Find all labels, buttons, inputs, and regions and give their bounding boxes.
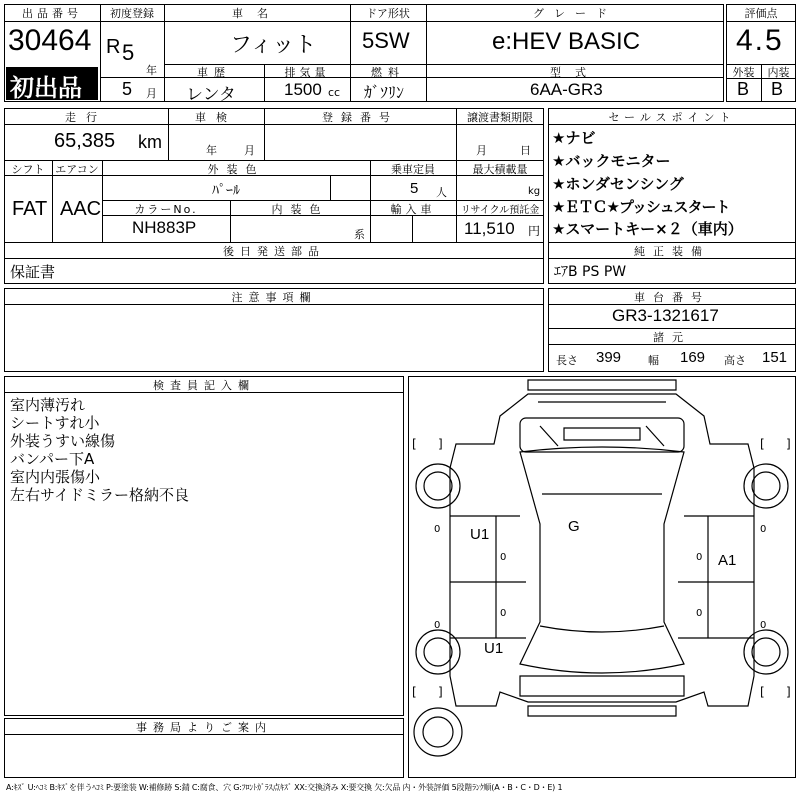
- height-label: 高さ: [724, 354, 746, 367]
- later-parts-value: 保証書: [10, 263, 56, 281]
- svg-text:[: [: [412, 437, 417, 451]
- shift-label: シフト: [11, 163, 45, 176]
- sales-item: ★ナビ: [552, 129, 596, 147]
- svg-text:[: [: [760, 685, 765, 699]
- lot-no: 30464: [8, 24, 92, 57]
- damage-mark: A1: [718, 552, 737, 569]
- model: 6AA-GR3: [530, 80, 603, 99]
- ac-label: エアコン: [55, 163, 99, 176]
- score: 4.5: [736, 24, 784, 57]
- inspector-line: 室内内張傷小: [10, 468, 101, 486]
- sales-label: セールスポイント: [608, 111, 736, 124]
- inspection-year-unit: 年: [206, 144, 217, 157]
- inspector-line: シートすれ小: [10, 414, 100, 432]
- fuel: ｶﾞｿﾘﾝ: [364, 83, 405, 102]
- color: ﾊﾟｰﾙ: [212, 183, 240, 199]
- import-label: 輸入車: [390, 203, 436, 216]
- car-name: フィット: [230, 33, 317, 58]
- color-no: NH883P: [132, 218, 197, 237]
- interior-grade: B: [771, 79, 784, 99]
- inspector-line: 室内薄汚れ: [10, 396, 86, 414]
- transfer-day: 日: [520, 144, 531, 157]
- first-reg-label: 初度登録: [110, 7, 154, 20]
- displacement-label: 排気量: [284, 66, 330, 79]
- car-name-label: 車名: [232, 7, 282, 20]
- svg-text:]: ]: [438, 437, 443, 451]
- displacement: 1500: [284, 80, 322, 99]
- width-label: 幅: [648, 354, 659, 367]
- interior-label: 内装: [767, 66, 790, 79]
- interior-color-label: 内装色: [271, 203, 329, 216]
- year-unit: 年: [146, 64, 157, 77]
- capacity: 5: [410, 180, 419, 197]
- sales-item: ★ＥＴＣ★プッシュスタート: [552, 198, 730, 216]
- model-label: 型式: [550, 66, 600, 79]
- sales-item: ★スマートキー×２（車内）: [552, 220, 743, 238]
- score-label: 評価点: [744, 7, 778, 20]
- transfer-label: 譲渡書類期限: [467, 111, 533, 124]
- damage-mark: U1: [484, 640, 504, 657]
- year-num: 5: [122, 40, 135, 65]
- genuine-label: 純正装備: [634, 245, 710, 258]
- svg-text:]: ]: [786, 437, 791, 451]
- panel-zero: 0: [434, 524, 441, 535]
- panel-zero: 0: [760, 524, 767, 535]
- panel-zero: 0: [760, 620, 767, 631]
- lot-no-label: 出品番号: [22, 7, 82, 20]
- notes-label: 注意事項欄: [231, 291, 317, 304]
- kg-unit: kg: [528, 186, 541, 197]
- sales-item: ★ホンダセンシング: [552, 175, 684, 193]
- load-label: 最大積載量: [472, 163, 528, 176]
- grade-label: グレード: [533, 7, 617, 20]
- recycle-label: リサイクル預託金: [460, 205, 540, 216]
- color-label: 外装色: [207, 163, 265, 176]
- panel-zero: 0: [500, 552, 507, 563]
- first-listing: 初出品: [10, 74, 82, 102]
- grade: e:HEV BASIC: [492, 28, 641, 55]
- inspector-line: 外装うすい線傷: [10, 432, 116, 450]
- inspector-line: 左右サイドミラー格納不良: [10, 486, 189, 504]
- shift: FAT: [12, 198, 48, 220]
- office-label: 事務局よりご案内: [136, 721, 272, 734]
- exterior-label: 外装: [732, 66, 755, 79]
- capacity-label: 乗車定員: [391, 163, 435, 176]
- length-label: 長さ: [556, 354, 578, 367]
- transfer-month: 月: [476, 144, 487, 157]
- sales-item: ★バックモニター: [552, 152, 671, 170]
- inspection-month-unit: 月: [244, 144, 255, 157]
- svg-text:[: [: [412, 685, 417, 699]
- mileage: 65,385: [54, 130, 116, 152]
- history-label: 車歴: [197, 66, 231, 79]
- width: 169: [680, 349, 706, 366]
- chassis-value: GR3-1321617: [612, 306, 719, 325]
- svg-text:]: ]: [786, 685, 791, 699]
- svg-text:]: ]: [438, 685, 443, 699]
- chassis-label: 車台番号: [634, 291, 710, 304]
- history: レンタ: [186, 85, 236, 105]
- fuel-label: 燃料: [371, 66, 405, 79]
- reg-no-label: 登録番号: [322, 111, 398, 124]
- ac: AAC: [60, 198, 102, 220]
- panel-zero: 0: [696, 608, 703, 619]
- length: 399: [596, 349, 622, 366]
- yen-unit: 円: [528, 224, 541, 238]
- color-no-label: カラーNo.: [134, 203, 198, 216]
- month-unit: 月: [146, 87, 157, 100]
- legend: A:ｷｽﾞ U:ﾍｺﾐ B:ｷｽﾞを伴うﾍｺﾐ P:要塗装 W:補修跡 S:錆 C:腐食、穴 G:ﾌﾛﾝﾄｶﾞﾗｽ点ｷｽﾞ XX:交換済み X:要交換 欠:欠品 内・外装評価 5段階ﾗﾝｸ順(A・B・C・D・E) 1: [6, 783, 563, 792]
- km-unit: km: [138, 132, 162, 152]
- car-diagram: [408, 376, 796, 778]
- panel-zero: 0: [434, 620, 441, 631]
- inspection-label: 車検: [195, 111, 237, 124]
- inspector-line: バンパー下A: [10, 450, 95, 468]
- month-num: 5: [122, 79, 133, 99]
- later-parts-label: 後日発送部品: [223, 245, 325, 258]
- door-label: ドア形状: [366, 7, 410, 20]
- recycle: 11,510: [464, 219, 515, 238]
- damage-mark: G: [568, 518, 580, 535]
- cc-unit: cc: [328, 86, 341, 99]
- dims-label: 諸元: [653, 331, 691, 344]
- exterior-grade: B: [737, 79, 750, 99]
- panel-zero: 0: [500, 608, 507, 619]
- genuine-value: ｴｱB PS PW: [554, 264, 627, 280]
- height: 151: [762, 349, 788, 366]
- mileage-label: 走行: [65, 111, 107, 124]
- panel-zero: 0: [696, 552, 703, 563]
- door: 5SW: [362, 28, 410, 53]
- svg-text:[: [: [760, 437, 765, 451]
- era: R: [106, 36, 121, 58]
- person-unit: 人: [436, 186, 447, 199]
- inspector-label: 検査員記入欄: [153, 379, 255, 392]
- kei-unit: 系: [354, 228, 365, 241]
- damage-mark: U1: [470, 526, 490, 543]
